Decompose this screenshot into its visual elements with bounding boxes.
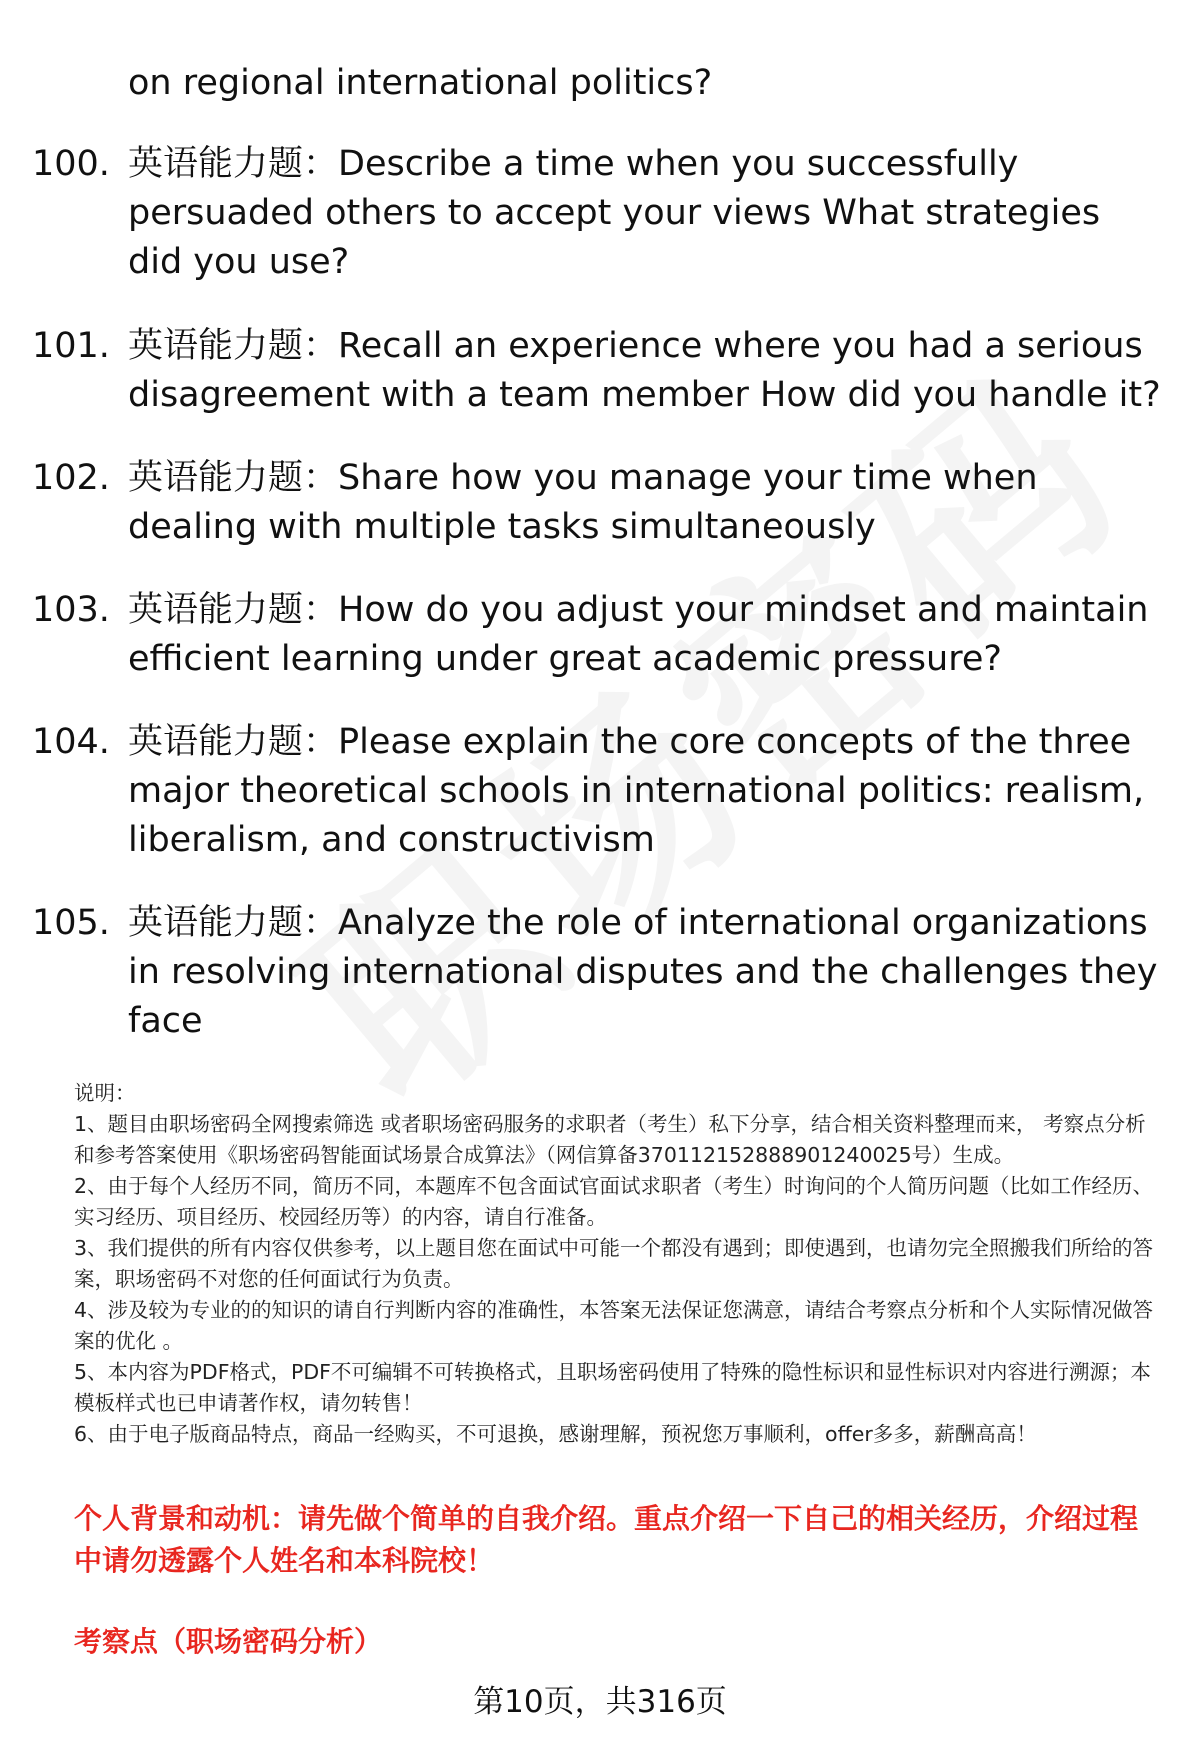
note-item: 1、题目由职场密码全网搜索筛选 或者职场密码服务的求职者（考生）私下分享，结合相关资料整理而来， 考察点分析和参考答案使用《职场密码智能面试场景合成算法》（网信算备370112152888901240025号）生成。 [74,1112,1146,1167]
question-item [32,718,1162,865]
note-item: 5、本内容为PDF格式，PDF不可编辑不可转换格式，且职场密码使用了特殊的隐性标识和显性标识对内容进行溯源；本模板样式也已申请著作权，请勿转售！ [74,1360,1151,1415]
question-number: 103. [32,590,110,630]
question-item [32,322,1162,420]
question-number: 104. [32,722,110,762]
question-number: 101. [32,326,110,366]
sub-heading: 考察点（职场密码分析） [74,1625,383,1658]
page-footer: 第10页，共316页 [473,1684,727,1720]
note-item: 3、我们提供的所有内容仅供参考，以上题目您在面试中可能一个都没有遇到；即使遇到，也请勿完全照搬我们所给的答案，职场密码不对您的任何面试行为负责。 [74,1236,1154,1291]
question-number: 100. [32,144,110,184]
notes-section [74,1078,1164,1450]
question-number: 105. [32,903,110,943]
note-item: 6、由于电子版商品特点，商品一经购买，不可退换，感谢理解，预祝您万事顺利，offer多多，薪酬高高！ [74,1422,1037,1446]
question-text: 英语能力题：Share how you manage your time when dealing with multiple tasks simultaneously [128,458,1038,547]
question-text: 英语能力题：Describe a time when you successfully persuaded others to accept your views What strategies did you use? [128,144,1101,282]
question-item [32,454,1162,552]
section-heading: 个人背景和动机：请先做个简单的自我介绍。重点介绍一下自己的相关经历，介绍过程中请勿透露个人姓名和本科院校！ [74,1502,1139,1577]
question-item [32,586,1162,684]
question-text: 英语能力题：How do you adjust your mindset and maintain efficient learning under great academic pressure? [128,590,1149,679]
question-text: 英语能力题：Analyze the role of international organizations in resolving international disputes and the challenges they face [128,903,1158,1041]
note-item: 4、涉及较为专业的的知识的请自行判断内容的准确性，本答案无法保证您满意，请结合考察点分析和个人实际情况做答案的优化 。 [74,1298,1154,1353]
question-continuation: on regional international politics? [128,63,713,103]
note-item: 2、由于每个人经历不同，简历不同，本题库不包含面试官面试求职者（考生）时询问的个人简历问题（比如工作经历、实习经历、项目经历、校园经历等）的内容，请自行准备。 [74,1174,1154,1229]
question-number: 102. [32,458,110,498]
question-text: 英语能力题：Please explain the core concepts of the three major theoretical schools in international politics: realism, liberalism, and constructivism [128,722,1145,860]
question-item [32,899,1162,1046]
question-item [32,140,1162,287]
question-text: 英语能力题：Recall an experience where you had a serious disagreement with a team member How did you handle it? [128,326,1161,415]
notes-title: 说明： [74,1081,136,1105]
